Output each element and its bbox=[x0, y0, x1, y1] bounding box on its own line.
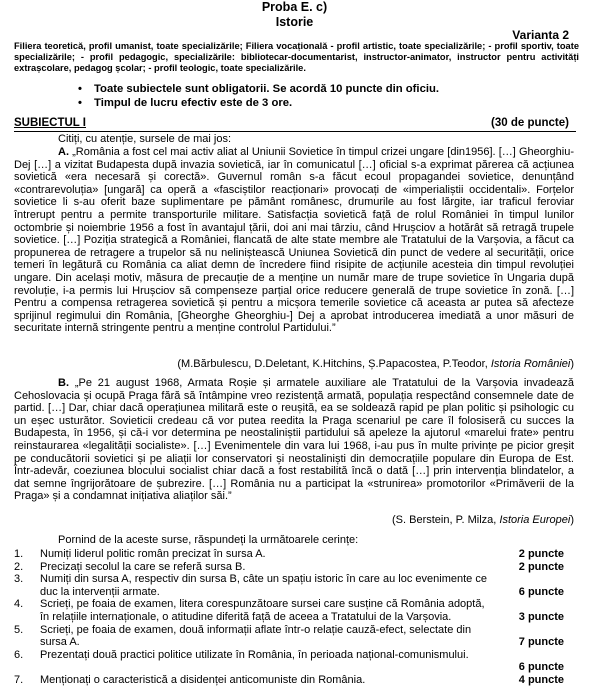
source-a-text: „România a fost cel mai activ aliat al Uniunii Sovietice în timpul crizei ungare [din1956]. […] Gheorghiu-Dej […] a vizitat Budapesta după invazia sovietică, iar în comunicatul […] oficial s-a exprimat părerea că acțiunea sovietică «era necesară și corectă». Guvernul român s-a făcut ecoul propagandei sovietice, denunțând «contrarevoluția» [ungară] ca operă a «fasciștilor reacționari» provocați de «imperialiștii occidentali». Forțelor sovietice li s-au oferit baze suplimentare pe pământ românesc, drumurile au fost lărgite, iar traficul feroviar întrerupt pentru a permite transporturile militare. Satisfacția sovietică față de rolul României în timpul lunilor octombrie și noiembrie 1956 a fost în avantajul țării, doi ani mai târziu, când Hrușciov a hotărât să retragă trupele sovietice. […] Poziția strategică a României, flancată de alte state membre ale Tratatului de la Varșovia, a făcut ca propunerea de retragere a trupelor să nu neliniștească Uniunea Sovietică din punct de vedere al securității, orice temeri în legătură cu România ca aliat demn de încredere fiind risipite de acțiunile acesteia din timpul revoluției ungare. Din același motiv, măsura de precauție de a menține un număr mare de trupe sovietice în Ungaria după revoluție, i-a permis lui Hrușciov să compenseze parțial orice reducere generală de trupe sovietice în zonă. […] Pentru a compensa retragerea sovietică și pentru a micșora temerile sovietice că aceasta ar putea să afecteze sprijinul regimului din România, [Gheorghe Gheorghiu-] Dej a aprobat introducerea imediată a unor măsuri de securitate internă stringente pentru a menține controlul Partidului.” bbox=[14, 146, 574, 335]
instruction: Citiți, cu atenție, sursele de mai jos: bbox=[58, 133, 232, 145]
question-item bbox=[14, 624, 574, 649]
source-b-authors: (S. Berstein, P. Milza, bbox=[392, 514, 500, 526]
question-item bbox=[14, 548, 574, 561]
rule-item: • Toate subiectele sunt obligatorii. Se acordă 10 puncte din oficiu. bbox=[78, 83, 439, 97]
question-number: 2. bbox=[14, 560, 24, 573]
subject-title: Istorie bbox=[275, 15, 314, 29]
source-a-book: Istoria României bbox=[490, 358, 571, 370]
question-points: 6 puncte bbox=[518, 661, 564, 674]
question-number: 4. bbox=[14, 598, 24, 611]
filiera-text: Filiera teoretică, profil umanist, toate specializările; Filiera vocațională - profil artistic, toate specializările; - profil sportiv, toate specializările; - profil pedagogic, specializările: bibliotecar-documentarist, instructor-animator, instructor pentru activități extrașcolare, pedagog școlar; - profil teologic, toate specializările. bbox=[14, 41, 579, 73]
source-b-book: Istoria Europei bbox=[499, 514, 571, 526]
question-points: 4 puncte bbox=[518, 673, 564, 686]
question-number: 5. bbox=[14, 623, 24, 636]
source-b bbox=[14, 377, 574, 503]
question-item bbox=[14, 649, 574, 674]
question-points: 6 puncte bbox=[518, 585, 564, 598]
source-b-citation bbox=[14, 514, 574, 527]
rules-list bbox=[78, 83, 439, 110]
source-b-label: B. bbox=[58, 377, 69, 389]
question-text: Menționați o caracteristică a disidenței anticomuniste din România. bbox=[40, 673, 366, 686]
exam-title: Proba E. c) bbox=[261, 0, 328, 14]
question-text: Precizați secolul la care se referă sursa B. bbox=[40, 560, 246, 573]
divider bbox=[14, 131, 576, 132]
questions-intro: Pornind de la aceste surse, răspundeți la următoarele cerințe: bbox=[58, 534, 359, 546]
questions-list bbox=[14, 548, 574, 687]
source-b-text: „Pe 21 august 1968, Armata Roșie și armatele auxiliare ale Tratatului de la Varșovia invadează Cehoslovacia și ocupă Praga fără să întâmpine vreo rezistență armată, populația respectând consemnele date de partid. […] Dar, chiar dacă operațiunea militară este o reușită, ea se soldează rapid pe plan politic și psihologic cu un eșec usturător. Sovieticii credeau că vor putea reedita la Praga scenariul pe care îl folosiseră cu succes la Budapesta, în 1956, și că-i vor determina pe neostaliniștii partidului să apeleze la ajutorul «marelui frate» pentru reinstaurarea «legalității socialiste». […] Evenimentele din vara lui 1968, i-au pus în multe privințe pe picior greșit pe conducătorii sovietici și pe aliații lor conservatori și neostaliniști din democrațiile populare din Europa de Est. Într-adevăr, coeziunea blocului socialist chiar dacă a fost restabilită încă o dată […] prin intervenția blindatelor, a dat semne îngrijorătoare de șubrezire. […] România nu a participat la «strunirea» promotorilor «Primăverii de la Praga» și a condamnat inițiativa aliaților săi.” bbox=[14, 377, 574, 503]
variant-label: Varianta 2 bbox=[512, 28, 569, 42]
source-a-citation bbox=[14, 358, 574, 371]
question-points: 2 puncte bbox=[518, 548, 564, 560]
source-b-close: ) bbox=[570, 514, 574, 526]
question-text: Numiți liderul politic român precizat în sursa A. bbox=[40, 548, 266, 560]
question-item bbox=[14, 573, 574, 598]
question-points: 3 puncte bbox=[518, 610, 564, 623]
question-item bbox=[14, 561, 574, 574]
section-points: (30 de puncte) bbox=[491, 117, 569, 129]
question-points: 7 puncte bbox=[518, 636, 564, 649]
question-text: Numiți din sursa A, respectiv din sursa B, câte un spațiu istoric în care au loc evenimente ce duc la intervenții armate. bbox=[40, 573, 487, 598]
question-item bbox=[14, 674, 574, 687]
question-number: 6. bbox=[14, 648, 24, 661]
source-a-authors: (M.Bărbulescu, D.Deletant, K.Hitchins, Ș.Papacostea, P.Teodor, bbox=[177, 358, 491, 370]
question-text: Scrieți, pe foaia de examen, două informații aflate într-o relație cauză-efect, selectate din sursa A. bbox=[40, 623, 472, 649]
question-text: Scrieți, pe foaia de examen, litera corespunzătoare sursei care susține că România adoptă, în relațiile internaționale, o atitudine diferită față de aceea a Tratatului de la Varșovia. bbox=[40, 598, 485, 623]
question-number: 1. bbox=[14, 548, 24, 560]
section-title: SUBIECTUL I bbox=[14, 117, 86, 129]
question-item bbox=[14, 598, 574, 623]
source-a-close: ) bbox=[570, 358, 574, 370]
question-points: 2 puncte bbox=[518, 560, 564, 573]
source-a bbox=[14, 146, 574, 335]
rule-item: • Timpul de lucru efectiv este de 3 ore. bbox=[78, 97, 439, 111]
source-a-label: A. bbox=[58, 146, 69, 158]
question-number: 3. bbox=[14, 573, 24, 586]
question-text: Prezentați două practici politice utilizate în România, în perioada național-comunismului. bbox=[40, 648, 469, 661]
question-number: 7. bbox=[14, 673, 24, 686]
